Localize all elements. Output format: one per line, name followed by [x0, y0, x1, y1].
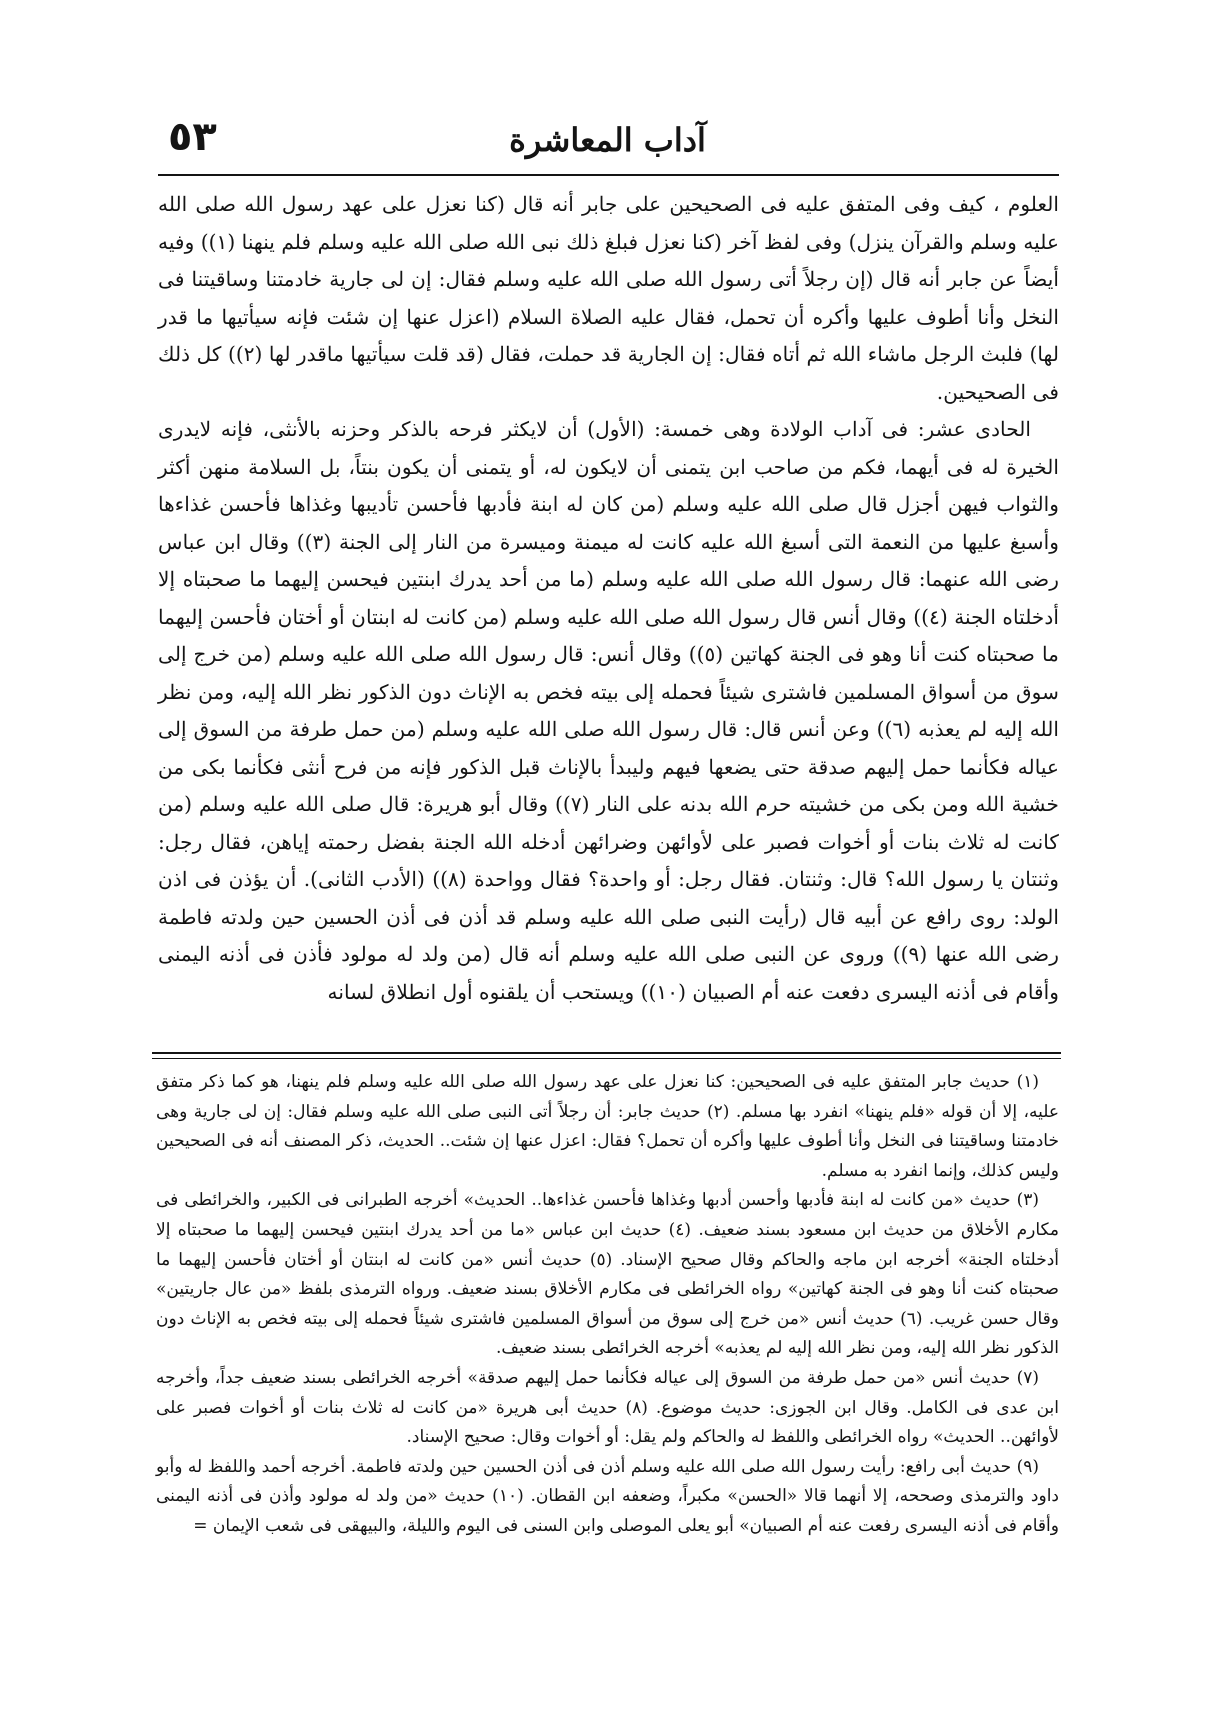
running-title: آداب المعاشرة: [509, 121, 706, 159]
running-head: [158, 112, 1057, 168]
footnote-block: (٩) حديث أبى رافع: رأيت رسول الله صلى الله عليه وسلم أذن فى أذن الحسين حين ولدته فاطمة. أخرجه أحمد واللفظ له وأبو داود والترمذى وصححه، إلا أنهما قالا «الحسن» مكبراً، وضعفه ابن القطان. (١٠) حديث «من ولد له مولود وأذن فى أذنه اليمنى وأقام فى أذنه اليسرى رفعت عنه أم الصبيان» أبو يعلى الموصلى وابن السنى فى اليوم والليلة، والبيهقى فى شعب الإيمان =: [156, 1456, 1059, 1536]
header-rule: [158, 174, 1059, 176]
footnote-separator: [152, 1052, 1061, 1054]
paragraph: العلوم ، كيف وفى المتفق عليه فى الصحيحين على جابر أنه قال (كنا نعزل على عهد رسول الله صلى الله عليه وسلم والقرآن ينزل) وفى لفظ آخر (كنا نعزل فبلغ ذلك نبى الله صلى الله عليه وسلم فلم ينهنا (١)) وفيه أيضاً عن جابر أنه قال (إن رجلاً أتى رسول الله صلى الله عليه وسلم فقال: إن لى جارية خادمتنا وساقيتنا فى النخل وأنا أطوف عليها وأكره أن تحمل، فقال عليه الصلاة السلام (اعزل عنها إن شئت فإنه سيأتيها ما قدر لها) فلبث الرجل ماشاء الله ثم أتاه فقال: إن الجارية قد حملت، فقال (قد قلت سيأتيها ماقدر لها (٢)) كل ذلك فى الصحيحين.: [158, 192, 1060, 404]
page-number: ٥٣: [168, 114, 217, 160]
footnote-block: (٧) حديث أنس «من حمل طرفة من السوق إلى عياله فكأنما حمل إليهم صدقة» أخرجه الخرائطى بسند ضعيف جداً، وأخرجه ابن عدى فى الكامل. وقال ابن الجوزى: حديث موضوع. (٨) حديث أبى هريرة «من كانت له ثلاث بنات أو أخوات فصبر على لأوائهن.. الحديث» رواه الخرائطى واللفظ له والحاكم ولم يقل: أو أخوات وقال: صحيح الإسناد.: [156, 1367, 1059, 1448]
main-text: [158, 186, 1059, 1011]
footnote-block: (٣) حديث «من كانت له ابنة فأدبها وأحسن أدبها وغذاها فأحسن غذاءها.. الحديث» أخرجه الطبرانى فى الكبير، والخرائطى فى مكارم الأخلاق من حديث ابن مسعود بسند ضعيف. (٤) حديث ابن عباس «ما من أحد يدرك ابنتين فيحسن إليهما ما صحبتاه إلا أدخلتاه الجنة» أخرجه ابن ماجه والحاكم وقال صحيح الإسناد. (٥) حديث أنس «من كانت له ابنتان أو أختان فأحسن إليهما ما صحبتاه كنت أنا وهو فى الجنة كهاتين» رواه الخرائطى فى مكارم الأخلاق بسند ضعيف. ورواه الترمذى بلفظ «من عال جاريتين» وقال حسن غريب. (٦) حديث أنس «من خرج إلى سوق من أسواق المسلمين فاشترى شيئاً فحمله إلى بيته فخص به الإناث دون الذكور نظر الله إليه، ومن نظر الله إليه لم يعذبه» أخرجه الخرائطى بسند ضعيف.: [156, 1190, 1060, 1359]
footnote-separator-thin: [152, 1058, 1061, 1059]
footnote-block: (١) حديث جابر المتفق عليه فى الصحيحين: كنا نعزل على عهد رسول الله صلى الله عليه وسلم فلم ينهنا، هو كما ذكر متفق عليه، إلا أن قوله «فلم ينهنا» انفرد بها مسلم. (٢) حديث جابر: أن رجلاً أتى النبى صلى الله عليه وسلم فقال: إن لى جارية وهى خادمتنا وساقيتنا فى النخل وأنا أطوف عليها وأكره أن تحمل؟ فقال: اعزل عنها إن شئت.. الحديث، ذكر المصنف أنه فى الصحيحين وليس كذلك، وإنما انفرد به مسلم.: [156, 1072, 1059, 1181]
paragraph: الحادى عشر: فى آداب الولادة وهى خمسة: (الأول) أن لايكثر فرحه بالذكر وحزنه بالأنثى، فإنه لايدرى الخيرة له فى أيهما، فكم من صاحب ابن يتمنى أن لايكون له، أو يتمنى أن يكون بنتاً، بل السلامة منهن أكثر والثواب فيهن أجزل قال صلى الله عليه وسلم (من كان له ابنة فأدبها فأحسن تأديبها وغذاها فأحسن غذاءها وأسبغ عليها من النعمة التى أسبغ الله عليه كانت له ميمنة وميسرة من النار إلى الجنة (٣)) وقال ابن عباس رضى الله عنهما: قال رسول الله صلى الله عليه وسلم (ما من أحد يدرك ابنتين فيحسن إليهما ما صحبتاه إلا أدخلتاه الجنة (٤)) وقال أنس قال رسول الله صلى الله عليه وسلم (من كانت له ابنتان أو أختان فأحسن إليهما ما صحبتاه كنت أنا وهو فى الجنة كهاتين (٥)) وقال أنس: قال رسول الله صلى الله عليه وسلم (من خرج إلى سوق من أسواق المسلمين فاشترى شيئاً فحمله إلى بيته فخص به الإناث دون الذكور نظر الله إليه، ومن نظر الله إليه لم يعذبه (٦)) وعن أنس قال: قال رسول الله صلى الله عليه وسلم (من حمل طرفة من السوق إلى عياله فكأنما حمل إليهم صدقة حتى يضعها فيهم وليبدأ بالإناث قبل الذكور فإنه من فرح أنثى فكأنما بكى من خشية الله ومن بكى من خشيته حرم الله بدنه على النار (٧)) وقال أبو هريرة: قال صلى الله عليه وسلم (من كانت له ثلاث بنات أو أخوات فصبر على لأوائهن وضرائهن أدخله الله الجنة بفضل رحمته إياهن، فقال رجل: وثنتان يا رسول الله؟ قال: وثنتان. فقال رجل: أو واحدة؟ فقال وواحدة (٨)) (الأدب الثانى). أن يؤذن فى اذن الولد: روى رافع عن أبيه قال (رأيت النبى صلى الله عليه وسلم قد أذن فى أذن الحسين حين ولدته فاطمة رضى الله عنها (٩)) وروى عن النبى صلى الله عليه وسلم أنه قال (من ولد له مولود فأذن فى أذنه اليمنى وأقام فى أذنه اليسرى دفعت عنه أم الصبيان (١٠)) ويستحب أن يلقنوه أول انطلاق لسانه: [158, 417, 1060, 1004]
footnotes: [156, 1068, 1059, 1542]
